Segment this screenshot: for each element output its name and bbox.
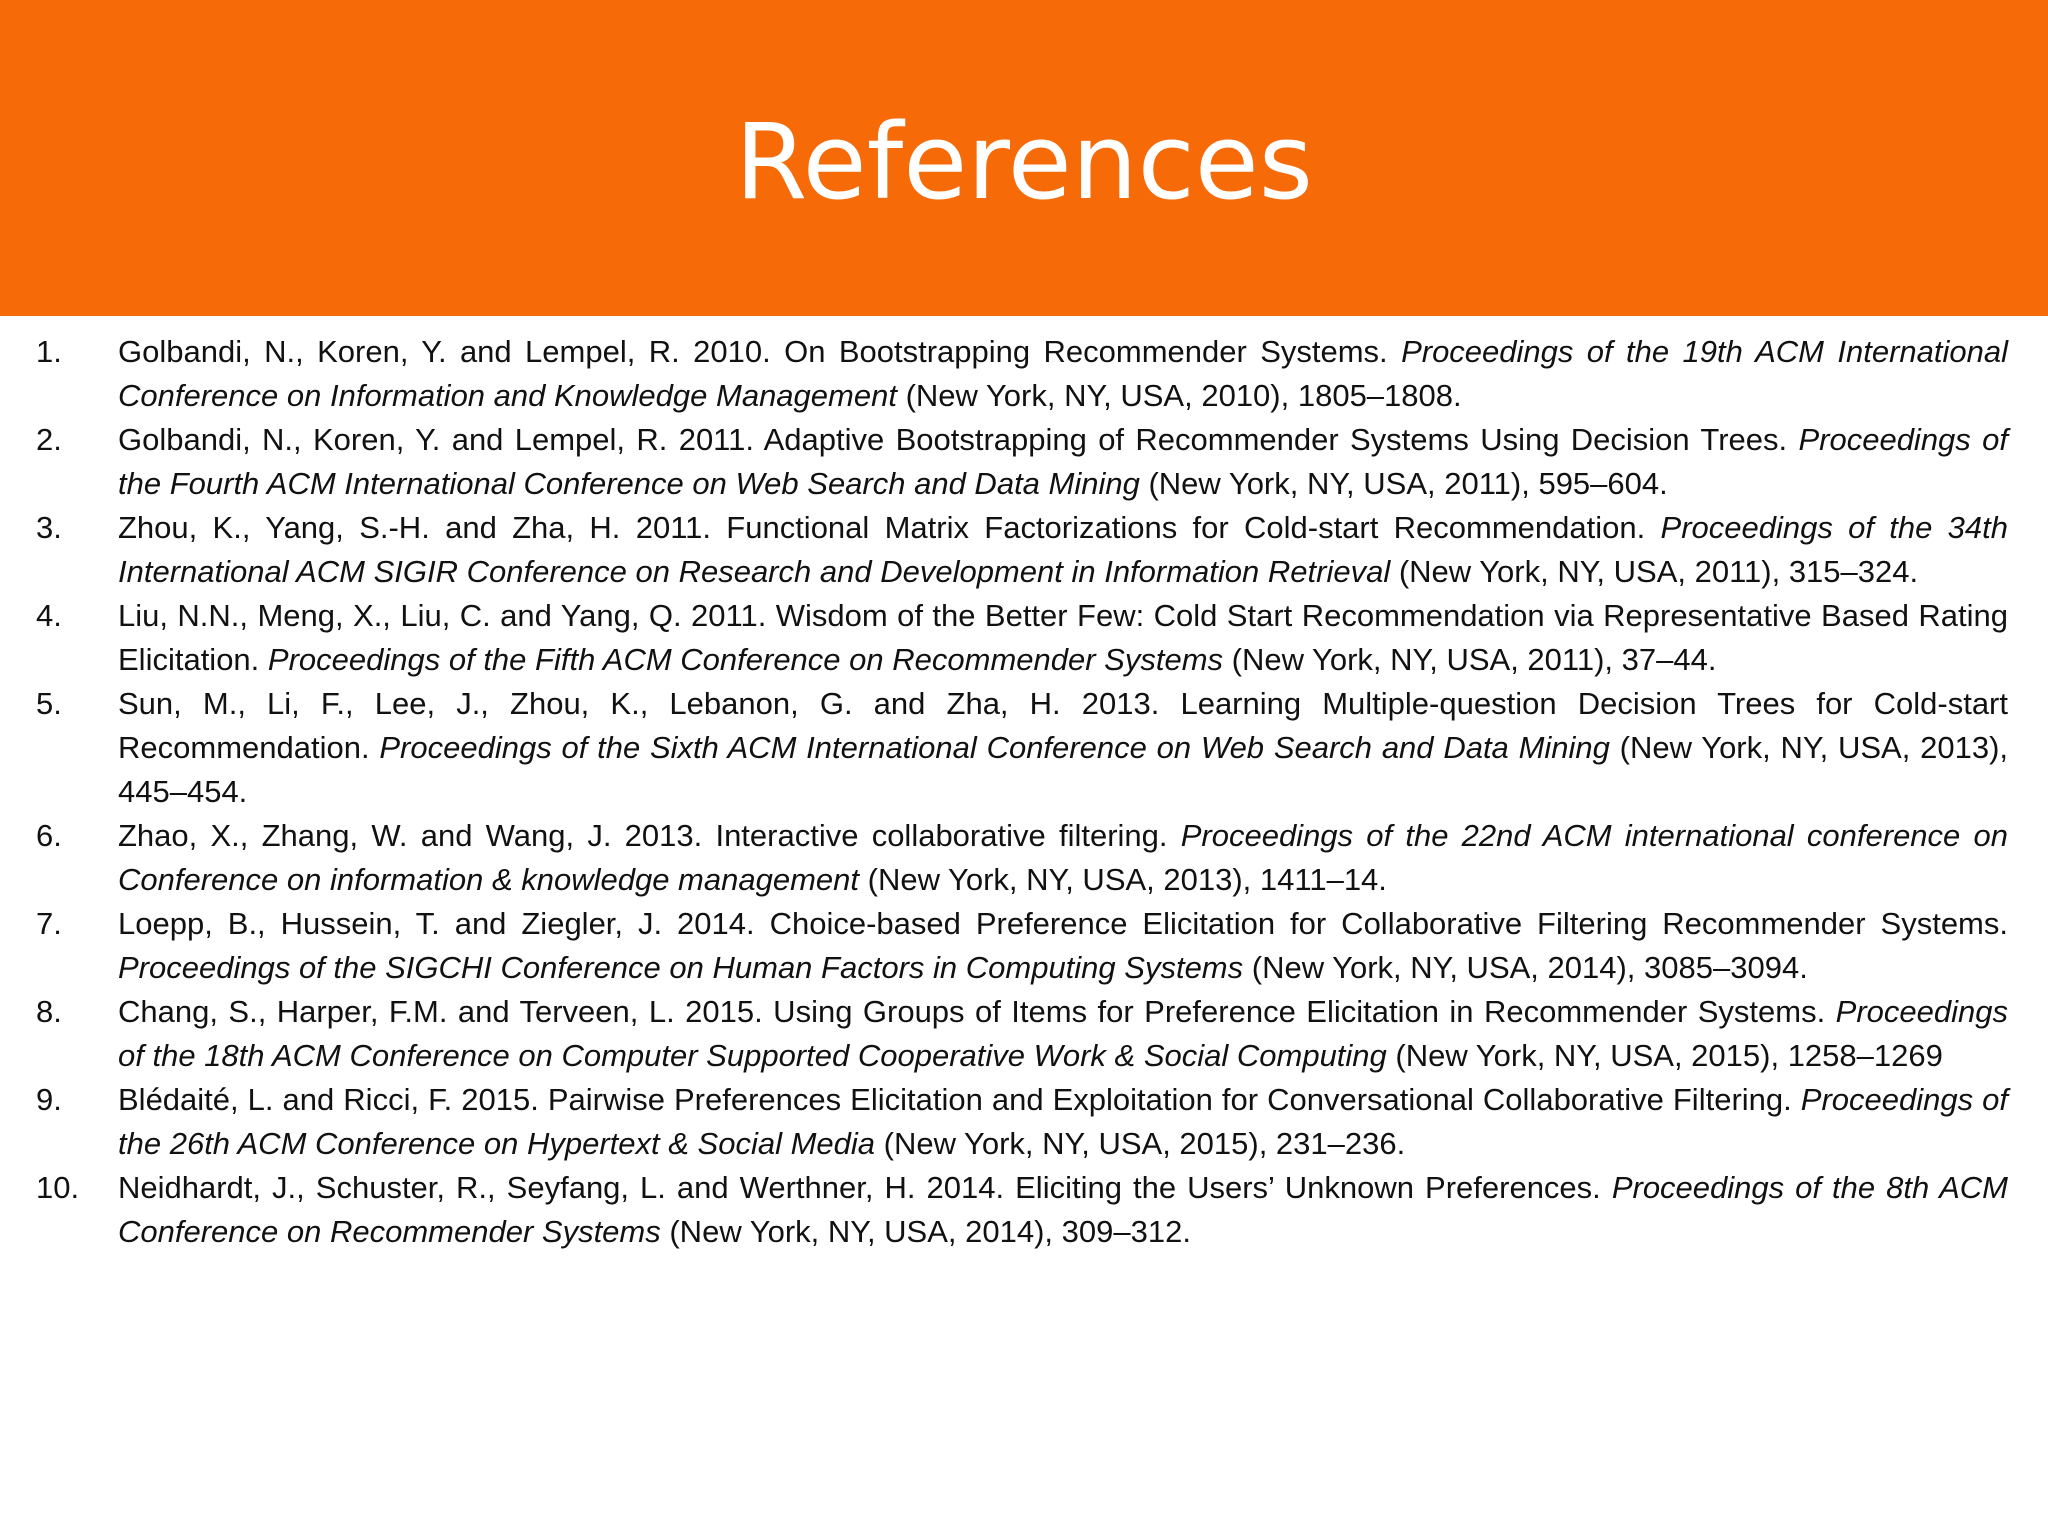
- reference-venue: Proceedings of the SIGCHI Conference on Human Factors in Computing Systems: [118, 950, 1244, 985]
- reference-item-9: [36, 1078, 2008, 1166]
- reference-item-7: [36, 902, 2008, 990]
- reference-venue: Proceedings of the Sixth ACM International Conference on Web Search and Data Mining: [379, 730, 1610, 765]
- reference-citation: [118, 990, 2008, 1078]
- reference-details: (New York, NY, USA, 2015), 1258–1269: [1386, 1038, 1943, 1073]
- reference-citation: [118, 418, 2008, 506]
- reference-number: 8.: [36, 994, 62, 1029]
- reference-details: (New York, NY, USA, 2015), 231–236.: [875, 1126, 1406, 1161]
- reference-details: (New York, NY, USA, 2011), 595–604.: [1139, 466, 1668, 501]
- reference-venue: Proceedings of the 18th ACM Conference on Computer Supported Cooperative Work & Social Computing: [118, 994, 2008, 1073]
- reference-number: 4.: [36, 598, 62, 633]
- reference-venue: Proceedings of the 8th ACM Conference on Recommender Systems: [118, 1170, 2008, 1249]
- reference-item-2: [36, 418, 2008, 506]
- reference-citation: [118, 330, 2008, 418]
- reference-venue: Proceedings of the 26th ACM Conference on Hypertext & Social Media: [118, 1082, 2008, 1161]
- reference-item-5: [36, 682, 2008, 814]
- reference-authors: Blédaité, L. and Ricci, F. 2015. Pairwise Preferences Elicitation and Exploitation for Conversational Collaborative Filtering.: [118, 1082, 1801, 1117]
- reference-details: (New York, NY, USA, 2011), 315–324.: [1390, 554, 1919, 589]
- reference-number: 10.: [36, 1170, 80, 1205]
- title-banner: [0, 0, 2048, 316]
- reference-authors: Liu, N.N., Meng, X., Liu, C. and Yang, Q. 2011. Wisdom of the Better Few: Cold Start Recommendation via Representative Based Rating Elicitation.: [118, 598, 2008, 677]
- reference-citation: [118, 594, 2008, 682]
- reference-authors: Zhou, K., Yang, S.-H. and Zha, H. 2011. Functional Matrix Factorizations for Cold-start Recommendation.: [118, 510, 1661, 545]
- reference-number: 5.: [36, 686, 62, 721]
- reference-authors: Loepp, B., Hussein, T. and Ziegler, J. 2014. Choice-based Preference Elicitation for Collaborative Filtering Recommender Systems.: [118, 906, 2008, 941]
- reference-item-6: [36, 814, 2008, 902]
- reference-details: (New York, NY, USA, 2010), 1805–1808.: [896, 378, 1462, 413]
- reference-authors: Chang, S., Harper, F.M. and Terveen, L. 2015. Using Groups of Items for Preference Elicitation in Recommender Systems.: [118, 994, 1836, 1029]
- reference-authors: Golbandi, N., Koren, Y. and Lempel, R. 2010. On Bootstrapping Recommender Systems.: [118, 334, 1402, 369]
- reference-number: 6.: [36, 818, 62, 853]
- reference-authors: Sun, M., Li, F., Lee, J., Zhou, K., Lebanon, G. and Zha, H. 2013. Learning Multiple-question Decision Trees for Cold-start Recommendation.: [118, 686, 2008, 765]
- slide-title: References: [735, 101, 1313, 223]
- reference-list: [36, 330, 2008, 1254]
- reference-venue: Proceedings of the 19th ACM International Conference on Information and Knowledge Management: [118, 334, 2008, 413]
- reference-number: 3.: [36, 510, 62, 545]
- reference-details: (New York, NY, USA, 2011), 37–44.: [1223, 642, 1717, 677]
- reference-details: (New York, NY, USA, 2014), 309–312.: [660, 1214, 1191, 1249]
- reference-citation: [118, 506, 2008, 594]
- reference-citation: [118, 682, 2008, 814]
- reference-item-1: [36, 330, 2008, 418]
- reference-authors: Neidhardt, J., Schuster, R., Seyfang, L. and Werthner, H. 2014. Eliciting the Users’ Unknown Preferences.: [118, 1170, 1612, 1205]
- reference-venue: Proceedings of the Fourth ACM International Conference on Web Search and Data Mining: [118, 422, 2008, 501]
- reference-authors: Zhao, X., Zhang, W. and Wang, J. 2013. Interactive collaborative filtering.: [118, 818, 1181, 853]
- reference-item-10: [36, 1166, 2008, 1254]
- reference-authors: Golbandi, N., Koren, Y. and Lempel, R. 2011. Adaptive Bootstrapping of Recommender Systems Using Decision Trees.: [118, 422, 1799, 457]
- reference-details: (New York, NY, USA, 2014), 3085–3094.: [1243, 950, 1808, 985]
- reference-item-8: [36, 990, 2008, 1078]
- reference-venue: Proceedings of the Fifth ACM Conference on Recommender Systems: [267, 642, 1224, 677]
- reference-citation: [118, 814, 2008, 902]
- reference-citation: [118, 1166, 2008, 1254]
- reference-details: (New York, NY, USA, 2013), 1411–14.: [859, 862, 1387, 897]
- reference-item-4: [36, 594, 2008, 682]
- reference-details: (New York, NY, USA, 2013), 445–454.: [118, 730, 2009, 809]
- reference-citation: [118, 1078, 2008, 1166]
- reference-venue: Proceedings of the 22nd ACM international conference on Conference on information & knowledge management: [118, 818, 2008, 897]
- reference-item-3: [36, 506, 2008, 594]
- reference-number: 2.: [36, 422, 62, 457]
- reference-number: 1.: [36, 334, 62, 369]
- reference-citation: [118, 902, 2008, 990]
- reference-number: 9.: [36, 1082, 62, 1117]
- reference-venue: Proceedings of the 34th International ACM SIGIR Conference on Research and Development in Information Retrieval: [118, 510, 2008, 589]
- reference-number: 7.: [36, 906, 62, 941]
